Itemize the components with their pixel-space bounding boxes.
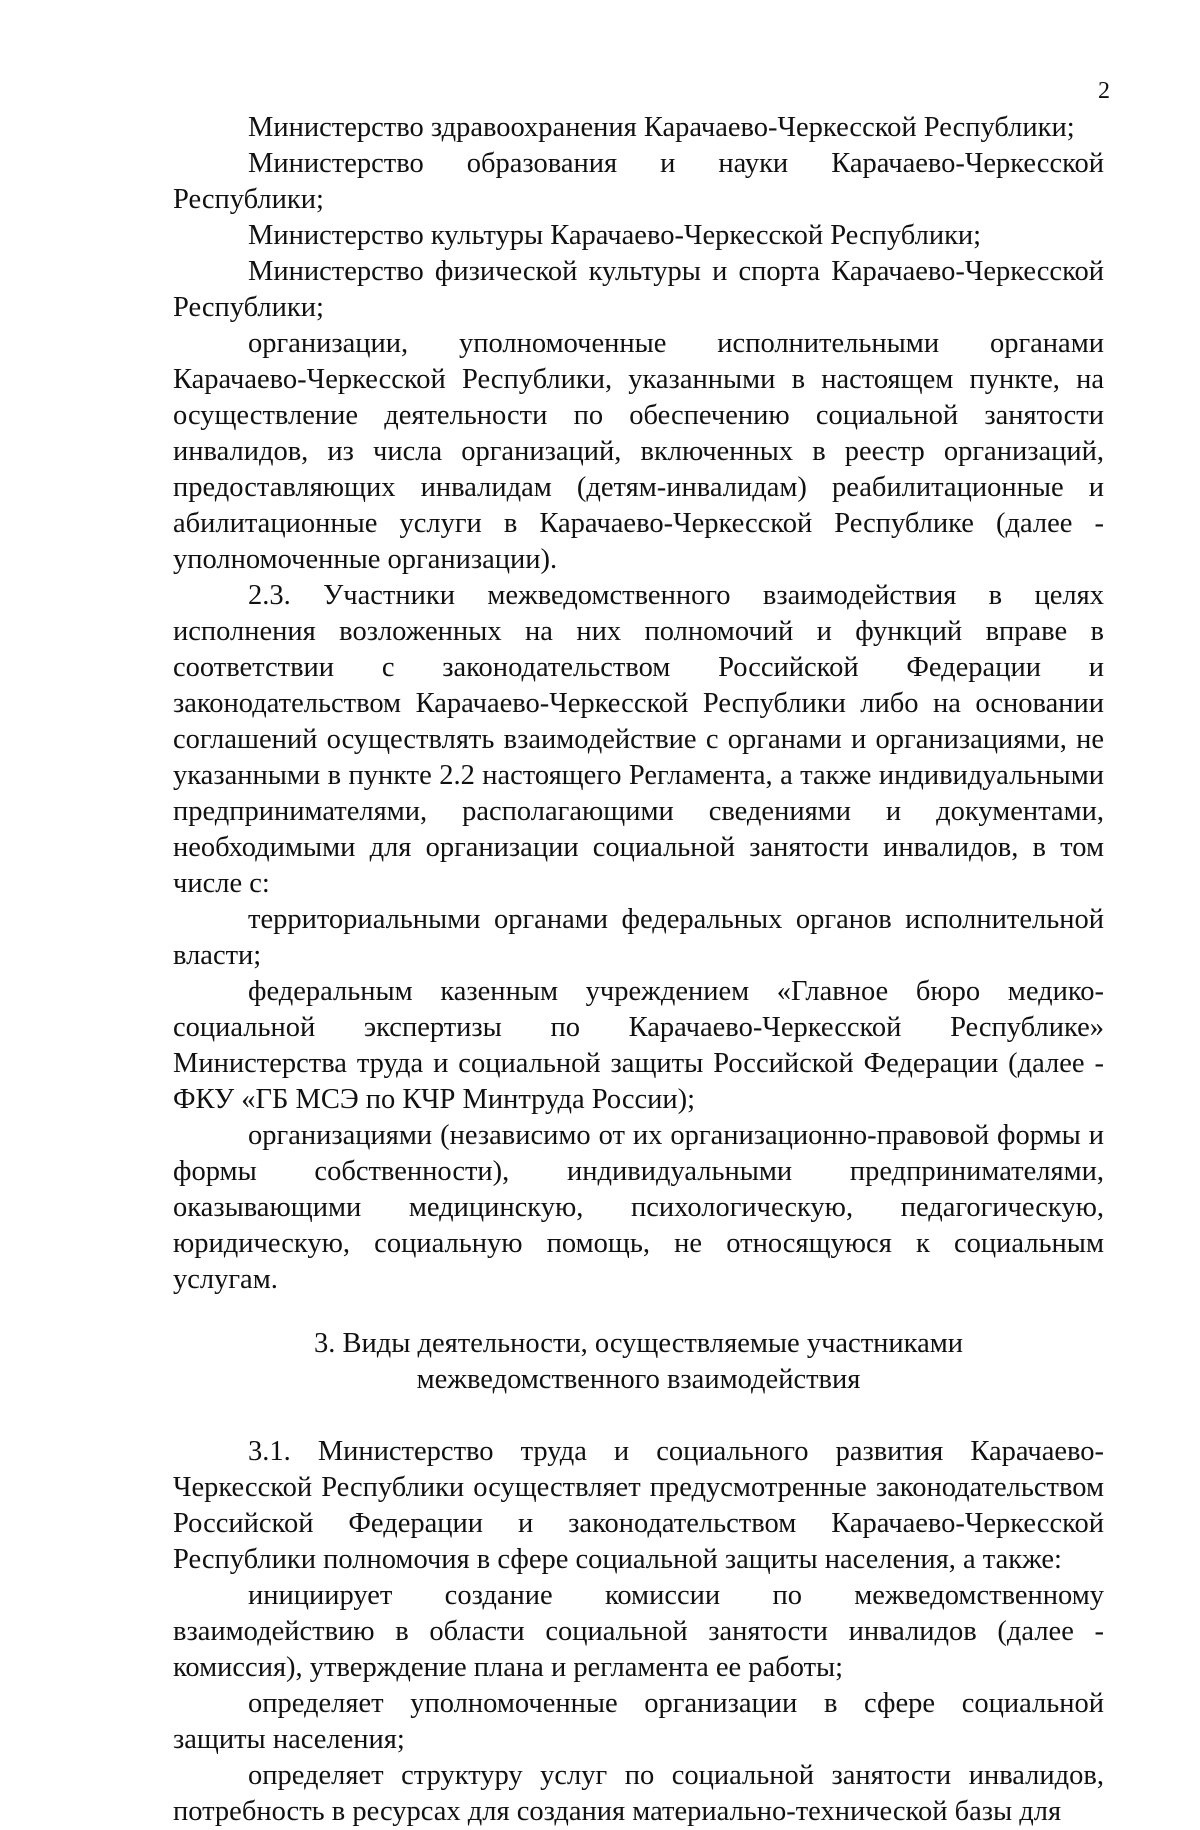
paragraph-ministry-education: Министерство образования и науки Карачаево-Черкесской Республики; bbox=[173, 148, 1104, 215]
paragraph-ministry-health: Министерство здравоохранения Карачаево-Черкесской Республики; bbox=[248, 112, 1075, 143]
paragraph-authorized-organizations: организации, уполномоченные исполнительными органами Карачаево-Черкесской Республики, указанными в настоящем пункте, на осуществление деятельности по обеспечению социальной занятости инвалидов, из числа организаций, включенных в реестр организаций, предоставляющих инвалидам (детям-инвалидам) реабилитационные и абилитационные услуги в Карачаево-Черкесской Республике (далее - уполномоченные организации). bbox=[173, 328, 1104, 575]
paragraph-organizations-entrepreneurs: организациями (независимо от их организационно-правовой формы и формы собственности), индивидуальными предпринимателями, оказывающими медицинскую, психологическую, педагогическую, юридическую, социальную помощь, не относящуюся к социальным услугам. bbox=[173, 1120, 1104, 1295]
section-3-heading-line1: 3. Виды деятельности, осуществляемые участниками bbox=[313, 1328, 964, 1359]
paragraph-fku-gb-mse: федеральным казенным учреждением «Главное бюро медико-социальной экспертизы по Карачаево-Черкесской Республике» Министерства труда и социальной защиты Российской Федерации (далее - ФКУ «ГБ МСЭ по КЧР Минтруда России); bbox=[173, 976, 1104, 1115]
paragraph-2-3: 2.3. Участники межведомственного взаимодействия в целях исполнения возложенных на них полномочий и функций вправе в соответствии с законодательством Российской Федерации и законодательством Карачаево-Черкесской Республики либо на основании соглашений осуществлять взаимодействие с органами и организациями, не указанными в пункте 2.2 настоящего Регламента, а также индивидуальными предпринимателями, располагающими сведениями и документами, необходимыми для организации социальной занятости инвалидов, в том числе с: bbox=[173, 580, 1104, 899]
paragraph-ministry-sport: Министерство физической культуры и спорта Карачаево-Черкесской Республики; bbox=[173, 256, 1104, 323]
section-3-heading-line2: межведомственного взаимодействия bbox=[416, 1364, 861, 1395]
paragraph-defines-structure: определяет структуру услуг по социальной занятости инвалидов, потребность в ресурсах для создания материально-технической базы для bbox=[173, 1760, 1104, 1827]
page-number: 2 bbox=[1098, 78, 1110, 104]
document-body bbox=[173, 110, 1104, 1830]
paragraph-defines-organizations: определяет уполномоченные организации в сфере социальной защиты населения; bbox=[173, 1688, 1104, 1755]
paragraph-initiates-commission: инициирует создание комиссии по межведомственному взаимодействию в области социальной занятости инвалидов (далее - комиссия), утверждение плана и регламента ее работы; bbox=[173, 1580, 1104, 1683]
paragraph-territorial-bodies: территориальными органами федеральных органов исполнительной власти; bbox=[173, 904, 1104, 971]
section-3-heading bbox=[173, 1298, 1104, 1434]
paragraph-ministry-culture: Министерство культуры Карачаево-Черкесской Республики; bbox=[248, 220, 982, 251]
paragraph-3-1: 3.1. Министерство труда и социального развития Карачаево-Черкесской Республики осуществляет предусмотренные законодательством Российской Федерации и законодательством Карачаево-Черкесской Республики полномочия в сфере социальной защиты населения, а также: bbox=[173, 1436, 1104, 1575]
